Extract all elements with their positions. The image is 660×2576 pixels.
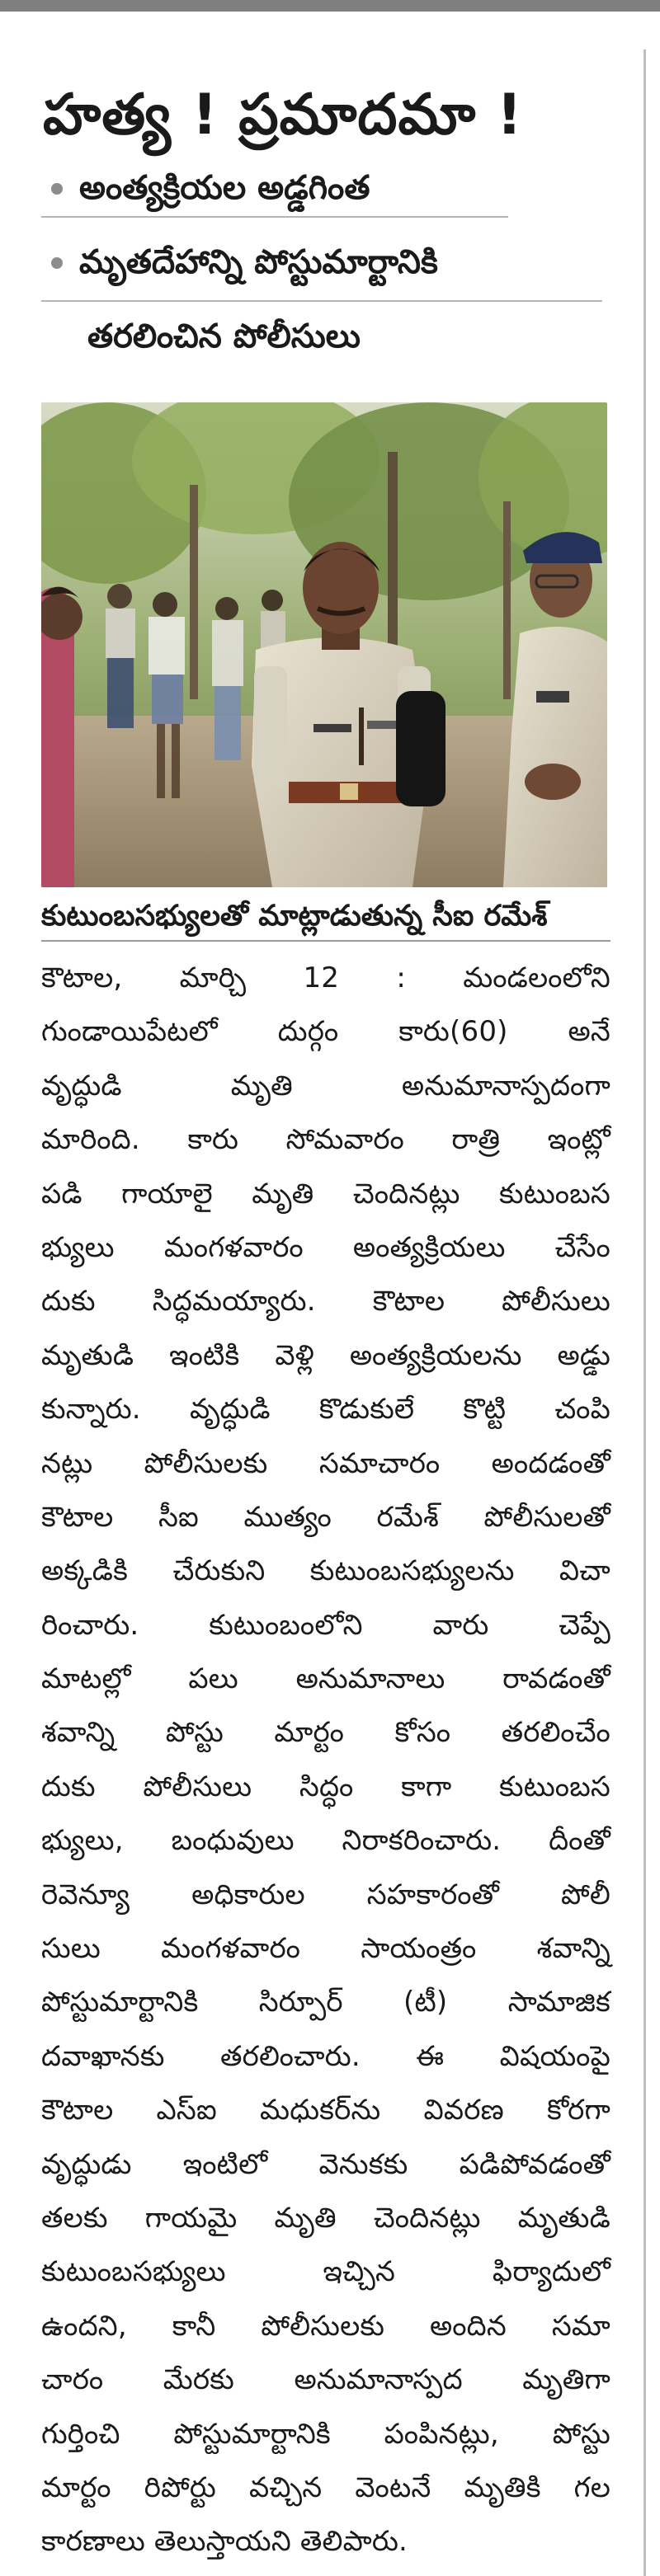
body-line: కౌటాల ఎస్ఐ మధుకర్‌ను వివరణ కోరగా (41, 2094, 610, 2127)
body-line: చారం మేరకు అనుమానాస్పద మృతిగా (41, 2363, 610, 2397)
body-line: వృద్ధుడి మృతి అనుమానాస్పదంగా (41, 1069, 610, 1102)
headline: హత్య ! ప్రమాదమా ! (43, 82, 523, 148)
body-line: పోస్టుమార్టానికి సిర్పూర్ (టీ) సామాజిక (41, 1986, 610, 2019)
body-line: మార్టం రిపోర్టు వచ్చిన వెంటనే మృతికి గల (41, 2470, 610, 2504)
top-border-bar (0, 0, 660, 12)
body-line: నట్లు పోలీసులకు సమాచారం అందడంతో (41, 1446, 610, 1480)
body-line: ఉందని, కానీ పోలీసులకు అందిన సమా (41, 2309, 610, 2343)
column-divider (644, 49, 646, 2576)
body-line: దుకు పోలీసులు సిద్ధం కాగా కుటుంబస (41, 1770, 610, 1803)
photo-caption: కుటుంబసభ్యులతో మాట్లాడుతున్న సీఐ రమేశ్ (41, 895, 610, 942)
body-line: దవాఖానకు తరలించారు. ఈ విషయంపై (41, 2039, 610, 2073)
body-line: పడి గాయాలై మృతి చెందినట్లు కుటుంబస (41, 1177, 610, 1210)
body-line: రించారు. కుటుంబంలోని వారు చెప్పే (41, 1608, 610, 1642)
body-line: కుటుంబసభ్యులు ఇచ్చిన ఫిర్యాదులో (41, 2255, 610, 2289)
bullet-dot-icon (51, 183, 63, 195)
body-line: కారణాలు తెలుస్తాయని తెలిపారు. (41, 2525, 408, 2559)
body-line: దుకు సిద్ధమయ్యారు. కౌటాల పోలీసులు (41, 1285, 610, 1319)
body-line: గుర్తించి పోస్టుమార్టానికి పంపినట్లు, పోస్టు (41, 2417, 610, 2451)
body-line: భ్యులు, బంధువులు నిరాకరించారు. దీంతో (41, 1824, 610, 1858)
body-line: కౌటాల సీఐ ముత్యం రమేశ్ పోలీసులతో (41, 1500, 610, 1534)
body-line: వృద్ధుడు ఇంటిలో వెనుకకు పడిపోవడంతో (41, 2147, 610, 2181)
body-line: గుండాయిపేటలో దుర్గం కారు(60) అనే (41, 1015, 610, 1049)
body-line: తలకు గాయమై మృతి చెందినట్లు మృతుడి (41, 2201, 610, 2235)
body-line: భ్యులు మంగళవారం అంత్యక్రియలు చేసేం (41, 1230, 610, 1264)
body-line: కౌటాల, మార్చి 12 : మండలంలోని (41, 961, 610, 994)
body-line: అక్కడికి చేరుకుని కుటుంబసభ్యులను విచా (41, 1554, 610, 1588)
body-line: మాటల్లో పలు అనుమానాలు రావడంతో (41, 1662, 610, 1696)
news-photo (41, 402, 607, 887)
body-line: మారింది. కారు సోమవారం రాత్రి ఇంట్లో (41, 1123, 610, 1157)
body-line: శవాన్ని పోస్టు మార్టం కోసం తరలించేం (41, 1716, 610, 1750)
body-line: మృతుడి ఇంటికి వెళ్లి అంత్యక్రియలను అడ్డు (41, 1338, 610, 1372)
body-line: రెవెన్యూ అధికారుల సహకారంతో పోలీ (41, 1878, 610, 1911)
subheading-1: అంత్యక్రియల అడ్డగింత (41, 162, 508, 218)
subheading-2-continuation: తరలించిన పోలీసులు (41, 300, 602, 363)
bullet-dot-icon (51, 257, 63, 269)
body-line: సులు మంగళవారం సాయంత్రం శవాన్ని (41, 1932, 610, 1966)
body-line: కున్నారు. వృద్ధుడి కొడుకులే కొట్టి చంపి (41, 1393, 610, 1427)
subheading-2: మృతదేహాన్ని పోస్టుమార్టానికి (41, 236, 602, 289)
article-body (41, 952, 610, 2569)
subheadings (41, 162, 602, 363)
